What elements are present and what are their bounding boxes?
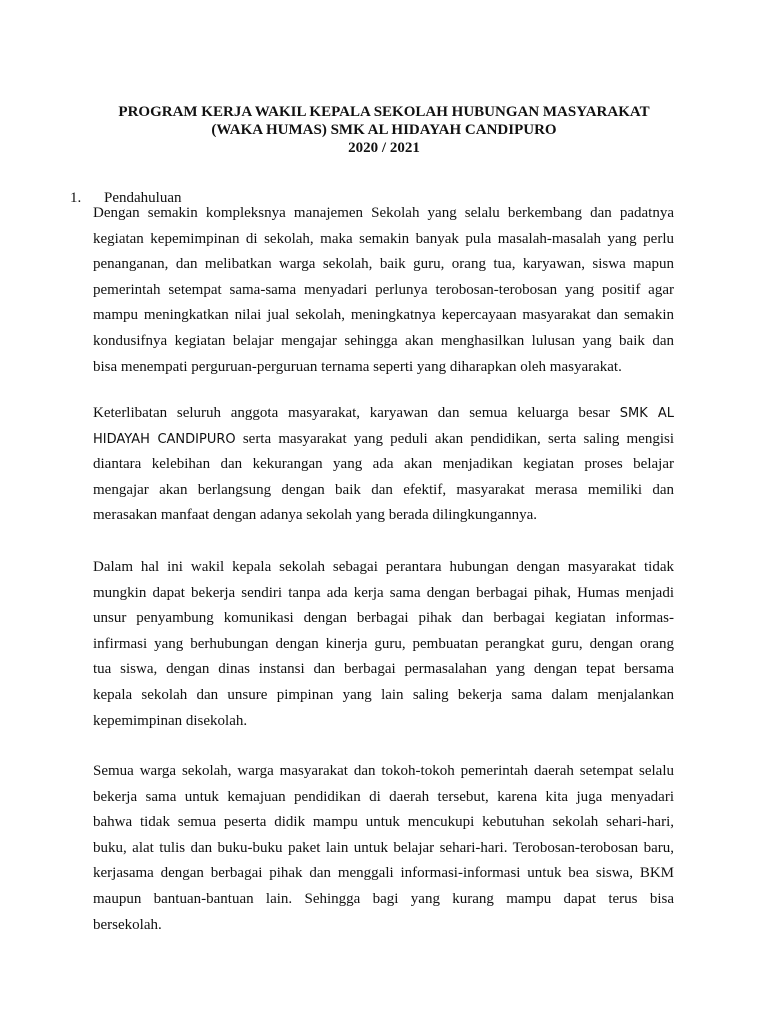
paragraph-line: bisa menempati perguruan-perguruan ternama seperti yang diharapkan oleh masyarakat.	[93, 358, 622, 375]
title-line-2: (WAKA HUMAS) SMK AL HIDAYAH CANDIPURO	[211, 122, 557, 138]
paragraph-line: diantara kelebihan dan kekurangan yang ada akan menjadikan kegiatan proses belajar	[93, 456, 674, 473]
paragraph-4	[93, 759, 674, 938]
school-name: SMK AL	[619, 406, 674, 421]
paragraph-text: serta masyarakat yang peduli akan pendidikan, serta saling mengisi	[235, 430, 675, 447]
paragraph-line	[93, 401, 674, 427]
paragraph-line: mungkin dapat bekerja sendiri tanpa ada kerja sama dengan berbagai pihak, Humas menjadi	[93, 584, 674, 601]
paragraph-line: penanganan, dan melibatkan warga sekolah, baik guru, orang tua, karyawan, siswa mapun	[93, 256, 674, 273]
title-line-1: PROGRAM KERJA WAKIL KEPALA SEKOLAH HUBUNGAN MASYARAKAT	[118, 104, 650, 120]
paragraph-line: Dalam hal ini wakil kepala sekolah sebagai perantara hubungan dengan masyarakat tidak	[93, 559, 674, 575]
paragraph-line: merasakan manfaat dengan adanya sekolah yang berada dilingkungannya.	[93, 507, 537, 524]
document-title	[60, 103, 708, 157]
paragraph-3	[93, 555, 674, 734]
section-number: 1.	[70, 190, 82, 206]
title-line-3: 2020 / 2021	[348, 140, 420, 156]
paragraph-line: mampu meningkatkan nilai jual sekolah, meningkatnya kepercayaan masyarakat dan semakin	[93, 307, 674, 324]
paragraph-line: Dengan semakin kompleksnya manajemen Sekolah yang selalu berkembang dan padatnya	[93, 205, 674, 221]
school-name: HIDAYAH CANDIPURO	[93, 431, 236, 447]
paragraph-line: infirmasi yang berhubungan dengan kinerja guru, pembuatan perangkat guru, dengan orang	[93, 635, 674, 652]
paragraph-line: bahwa tidak semua peserta didik mampu untuk mencukupi kebutuhan sekolah sehari-hari,	[93, 814, 674, 831]
paragraph-line: kepala sekolah dan unsure pimpinan yang lain saling bekerja sama dalam menjalankan	[93, 686, 674, 703]
section-title: Pendahuluan	[104, 190, 182, 206]
paragraph-line: unsur penyambung komunikasi dengan berbagai pihak dan berbagai kegiatan informas-	[93, 610, 674, 627]
paragraph-line: bekerja sama untuk kemajuan pendidikan di daerah tersebut, karena kita juga menyadari	[93, 788, 674, 805]
paragraph-line: maupun bantuan-bantuan lain. Sehingga bagi yang kurang mampu dapat terus bisa	[93, 890, 674, 907]
paragraph-line: tua siswa, dengan dinas instansi dan berbagai permasalahan yang dengan tepat bersama	[93, 661, 674, 678]
paragraph-text: Keterlibatan seluruh anggota masyarakat, karyawan dan semua keluarga besar	[93, 405, 620, 421]
paragraph-2	[93, 401, 674, 529]
paragraph-line: bersekolah.	[93, 916, 162, 933]
paragraph-1	[93, 201, 674, 380]
paragraph-line: kerjasama dengan berbagai pihak dan menggali informasi-informasi untuk bea siswa, BKM	[93, 865, 674, 882]
paragraph-line: mengajar akan berlangsung dengan baik dan efektif, masyarakat merasa memiliki dan	[93, 481, 674, 498]
paragraph-line: kegiatan kepemimpinan di sekolah, maka semakin banyak pula masalah-masalah yang perlu	[93, 230, 674, 247]
paragraph-line: kepemimpinan disekolah.	[93, 712, 248, 729]
paragraph-line	[93, 427, 674, 453]
paragraph-line: buku, alat tulis dan buku-buku paket lain untuk belajar sehari-hari. Terobosan-terobosan baru,	[93, 839, 674, 856]
paragraph-line: pemerintah setempat sama-sama menyadari perlunya terobosan-terobosan yang positif agar	[93, 281, 674, 298]
paragraph-line: kondusifnya kegiatan belajar mengajar sehingga akan menghasilkan lulusan yang baik dan	[93, 332, 674, 349]
paragraph-line: Semua warga sekolah, warga masyarakat dan tokoh-tokoh pemerintah daerah setempat selalu	[93, 763, 674, 779]
